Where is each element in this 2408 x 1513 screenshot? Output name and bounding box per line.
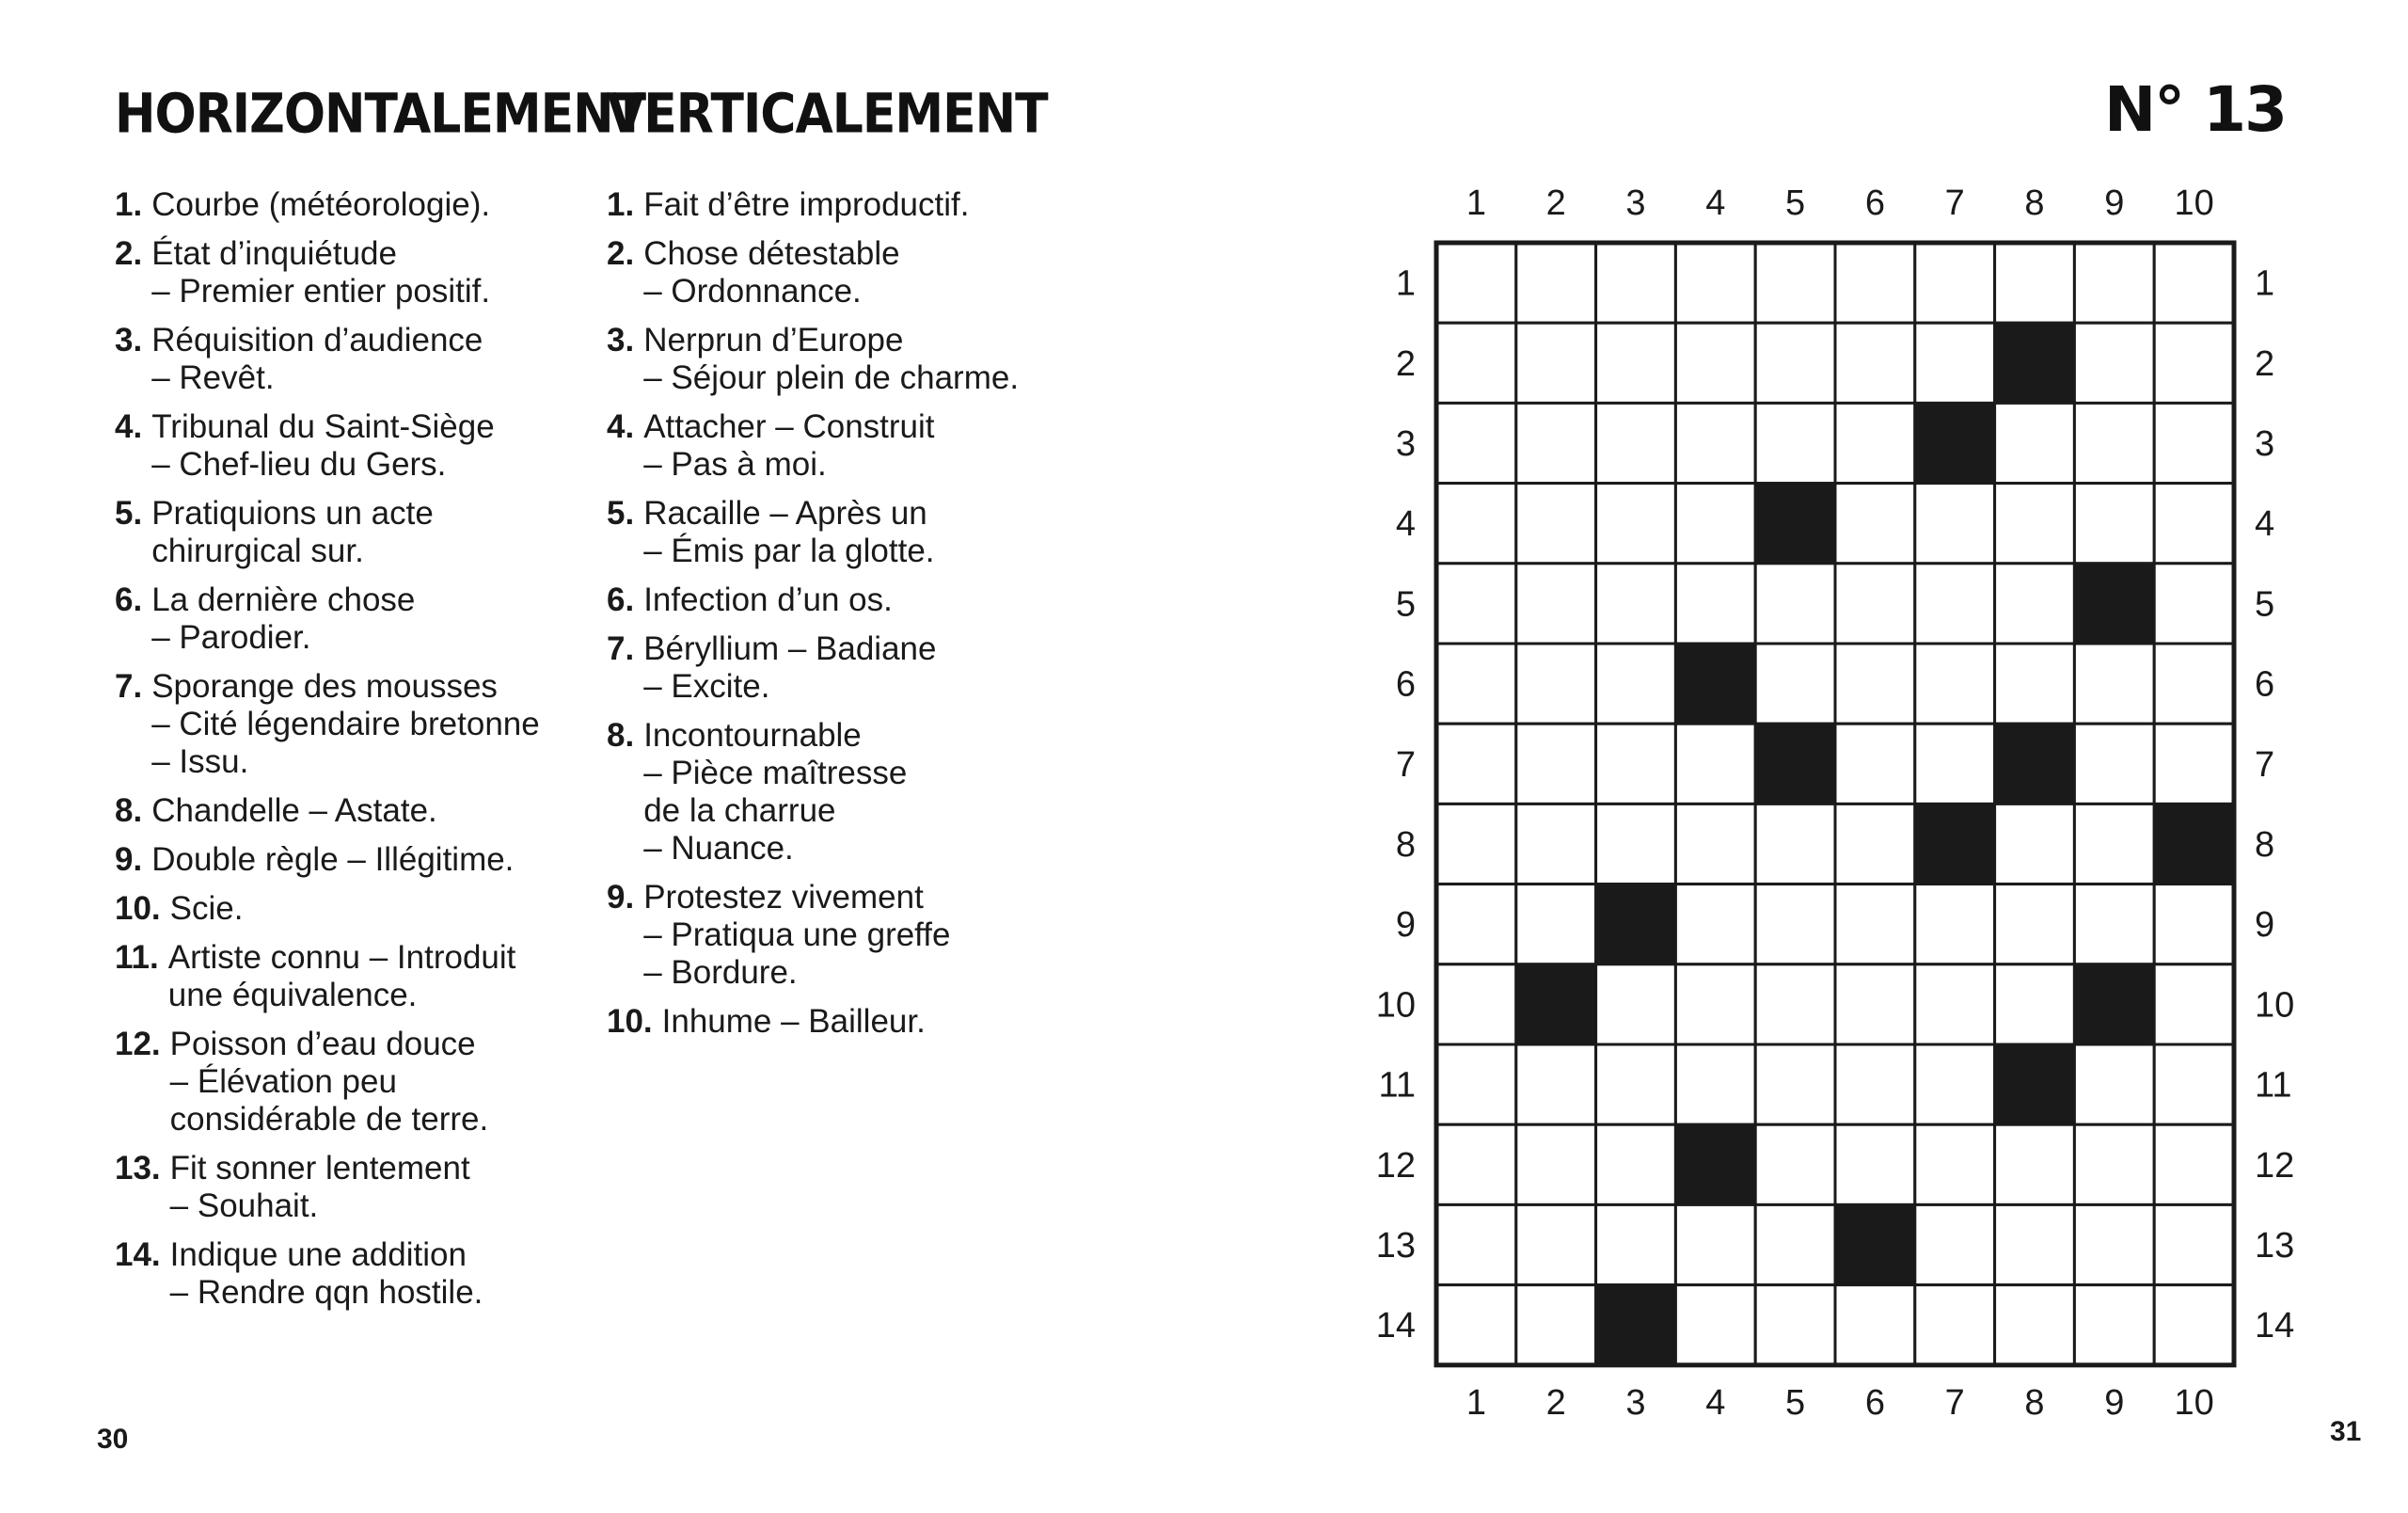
grid-cell[interactable] bbox=[1436, 1204, 1516, 1284]
grid-col-label-top: 4 bbox=[1705, 183, 1726, 223]
grid-cell[interactable] bbox=[1436, 724, 1516, 804]
grid-row-label-left: 7 bbox=[1395, 744, 1416, 785]
grid-col-label-top: 9 bbox=[2104, 183, 2125, 223]
clue-text-line: – Pièce maîtresse bbox=[643, 755, 908, 791]
grid-cell[interactable] bbox=[2074, 1204, 2154, 1284]
grid-cell-black bbox=[1596, 884, 1676, 964]
grid-cell[interactable] bbox=[2154, 1204, 2234, 1284]
grid-cell[interactable] bbox=[2074, 1044, 2154, 1124]
grid-row-label-left: 12 bbox=[1375, 1145, 1416, 1186]
grid-cell[interactable] bbox=[2154, 564, 2234, 644]
grid-col-label-top: 3 bbox=[1625, 183, 1646, 223]
grid-col-label-top: 6 bbox=[1864, 183, 1885, 223]
clue-number: 10. bbox=[115, 890, 161, 927]
grid-row-label-right: 1 bbox=[2255, 263, 2275, 304]
grid-cell[interactable] bbox=[1835, 644, 1915, 724]
grid-cell[interactable] bbox=[2154, 644, 2234, 724]
grid-row-label-left: 2 bbox=[1395, 343, 1416, 384]
grid-cell[interactable] bbox=[1915, 644, 1995, 724]
clue-number: 9. bbox=[115, 841, 143, 878]
grid-row-label-right: 5 bbox=[2255, 584, 2275, 625]
grid-col-label-bottom: 6 bbox=[1864, 1382, 1885, 1423]
clue-text-line: La dernière chose bbox=[151, 581, 416, 618]
grid-row-label-left: 5 bbox=[1395, 584, 1416, 625]
grid-cell[interactable] bbox=[1596, 1204, 1676, 1284]
clue-text-line: – Rendre qqn hostile. bbox=[169, 1274, 483, 1311]
grid-cell[interactable] bbox=[1915, 724, 1995, 804]
grid-row-label-right: 2 bbox=[2255, 343, 2275, 384]
clue-text-line: Inhume – Bailleur. bbox=[661, 1003, 926, 1040]
grid-cell[interactable] bbox=[1596, 1044, 1676, 1124]
grid-cell[interactable] bbox=[1915, 1124, 1995, 1204]
clue-text-line: Chandelle – Astate. bbox=[151, 792, 437, 829]
clue-text-line: – Parodier. bbox=[151, 619, 311, 656]
clue-number: 9. bbox=[607, 879, 635, 916]
clue-number: 3. bbox=[607, 322, 635, 358]
grid-cell[interactable] bbox=[1596, 1124, 1676, 1204]
grid-row-label-left: 9 bbox=[1395, 905, 1416, 946]
grid-cell[interactable] bbox=[1835, 1044, 1915, 1124]
grid-cell[interactable] bbox=[1436, 884, 1516, 964]
clue-text-line: État d’inquiétude bbox=[151, 235, 397, 272]
grid-row-label-right: 6 bbox=[2255, 664, 2275, 705]
grid-cell[interactable] bbox=[1995, 804, 2075, 884]
clue-number: 2. bbox=[115, 235, 143, 272]
grid-row-label-left: 1 bbox=[1395, 263, 1416, 304]
grid-cell[interactable] bbox=[1596, 323, 1676, 403]
grid-cell[interactable] bbox=[1516, 884, 1596, 964]
grid-cell-black bbox=[2074, 964, 2154, 1044]
clue-text-line: de la charrue bbox=[643, 792, 836, 829]
grid-cell[interactable] bbox=[1755, 1204, 1835, 1284]
grid-cell[interactable] bbox=[1516, 484, 1596, 564]
grid-cell[interactable] bbox=[2074, 884, 2154, 964]
grid-cell[interactable] bbox=[1516, 403, 1596, 483]
grid-cell[interactable] bbox=[1755, 1044, 1835, 1124]
grid-cell[interactable] bbox=[1995, 403, 2075, 483]
grid-cell[interactable] bbox=[1516, 323, 1596, 403]
grid-row-label-right: 4 bbox=[2255, 504, 2275, 545]
grid-cell-black bbox=[1596, 1285, 1676, 1365]
clue-text-line: Nerprun d’Europe bbox=[643, 322, 904, 358]
clue-text-line: Fait d’être improductif. bbox=[643, 186, 970, 223]
grid-cell[interactable] bbox=[1436, 1285, 1516, 1365]
grid-cell[interactable] bbox=[1755, 884, 1835, 964]
grid-col-label-top: 10 bbox=[2174, 183, 2214, 223]
clue-number: 4. bbox=[607, 408, 635, 445]
grid-cell[interactable] bbox=[1755, 1124, 1835, 1204]
clue-text-line: Pratiquions un acte bbox=[151, 495, 434, 532]
clue-text-line: chirurgical sur. bbox=[151, 533, 364, 569]
clue-text-line: – Excite. bbox=[643, 668, 770, 705]
grid-cell[interactable] bbox=[1835, 884, 1915, 964]
grid-cell-black bbox=[1516, 964, 1596, 1044]
grid-cell[interactable] bbox=[1596, 403, 1676, 483]
clue-text-line: Réquisition d’audience bbox=[151, 322, 483, 358]
clue-text-line: Protestez vivement bbox=[643, 879, 924, 916]
clue-number: 7. bbox=[607, 630, 635, 667]
grid-row-label-right: 8 bbox=[2255, 825, 2275, 865]
clue-text-line: – Revêt. bbox=[151, 359, 275, 396]
grid-cell[interactable] bbox=[1835, 403, 1915, 483]
grid-cell[interactable] bbox=[1995, 1285, 2075, 1365]
grid-cell-black bbox=[1995, 323, 2075, 403]
clue-text-line: – Chef-lieu du Gers. bbox=[151, 446, 447, 483]
grid-cell[interactable] bbox=[1436, 403, 1516, 483]
heading-horizontal: HORIZONTALEMENT bbox=[115, 83, 646, 147]
grid-cell[interactable] bbox=[1516, 724, 1596, 804]
grid-cell[interactable] bbox=[1835, 724, 1915, 804]
grid-col-label-bottom: 10 bbox=[2174, 1382, 2214, 1423]
page-number-left: 30 bbox=[97, 1424, 129, 1455]
clue-text-line: Courbe (météorologie). bbox=[151, 186, 491, 223]
grid-cell[interactable] bbox=[2154, 724, 2234, 804]
grid-cell-black bbox=[1995, 724, 2075, 804]
grid-cell[interactable] bbox=[1436, 323, 1516, 403]
grid-cell[interactable] bbox=[2074, 484, 2154, 564]
grid-col-label-bottom: 3 bbox=[1625, 1382, 1646, 1423]
grid-cell-black bbox=[1675, 1124, 1755, 1204]
grid-cell-black bbox=[2074, 564, 2154, 644]
grid-cell[interactable] bbox=[2154, 1285, 2234, 1365]
grid-cell[interactable] bbox=[1755, 1285, 1835, 1365]
clue-text-line: – Premier entier positif. bbox=[151, 273, 491, 310]
clue-text-line: – Séjour plein de charme. bbox=[643, 359, 1020, 396]
grid-cell[interactable] bbox=[1675, 724, 1755, 804]
grid-col-label-bottom: 4 bbox=[1705, 1382, 1726, 1423]
grid-col-label-top: 8 bbox=[2024, 183, 2045, 223]
grid-cell[interactable] bbox=[1915, 1285, 1995, 1365]
grid-cell[interactable] bbox=[1755, 243, 1835, 323]
grid-cell-black bbox=[1915, 403, 1995, 483]
grid-cell[interactable] bbox=[1835, 564, 1915, 644]
grid-row-label-right: 14 bbox=[2255, 1306, 2295, 1346]
grid-cell[interactable] bbox=[1596, 243, 1676, 323]
grid-cell-black bbox=[1755, 484, 1835, 564]
grid-col-label-bottom: 7 bbox=[1944, 1382, 1965, 1423]
grid-cell[interactable] bbox=[2154, 964, 2234, 1044]
grid-cell[interactable] bbox=[1755, 644, 1835, 724]
grid-row-label-left: 4 bbox=[1395, 504, 1416, 545]
grid-row-label-right: 11 bbox=[2255, 1065, 2292, 1106]
grid-cell[interactable] bbox=[1755, 804, 1835, 884]
clue-text-line: Attacher – Construit bbox=[643, 408, 935, 445]
grid-cell[interactable] bbox=[2154, 484, 2234, 564]
grid-cell[interactable] bbox=[2074, 323, 2154, 403]
grid-cell[interactable] bbox=[1596, 484, 1676, 564]
grid-col-label-top: 2 bbox=[1545, 183, 1566, 223]
grid-cell[interactable] bbox=[1835, 1124, 1915, 1204]
grid-cell[interactable] bbox=[1436, 1044, 1516, 1124]
clue-text-line: – Cité légendaire bretonne bbox=[151, 706, 540, 742]
clue-text-line: – Émis par la glotte. bbox=[643, 533, 935, 569]
grid-cell[interactable] bbox=[1675, 323, 1755, 403]
grid-cell[interactable] bbox=[2154, 884, 2234, 964]
grid-col-label-bottom: 2 bbox=[1545, 1382, 1566, 1423]
clue-text-line: – Élévation peu bbox=[169, 1063, 397, 1100]
grid-col-label-bottom: 1 bbox=[1465, 1382, 1486, 1423]
grid-cell[interactable] bbox=[1516, 1044, 1596, 1124]
grid-cell[interactable] bbox=[1915, 484, 1995, 564]
grid-cell[interactable] bbox=[1516, 644, 1596, 724]
grid-cell[interactable] bbox=[1675, 964, 1755, 1044]
grid-cell[interactable] bbox=[1516, 1285, 1596, 1365]
grid-cell[interactable] bbox=[1516, 243, 1596, 323]
grid-row-label-right: 3 bbox=[2255, 424, 2275, 464]
grid-cell[interactable] bbox=[1436, 644, 1516, 724]
grid-cell[interactable] bbox=[1995, 243, 2075, 323]
grid-cell[interactable] bbox=[1915, 884, 1995, 964]
clue-text-line: Artiste connu – Introduit bbox=[167, 939, 516, 976]
grid-cell[interactable] bbox=[1596, 964, 1676, 1044]
page-number-right: 31 bbox=[2330, 1416, 2362, 1447]
grid-cell[interactable] bbox=[1675, 1204, 1755, 1284]
grid-row-label-left: 8 bbox=[1395, 825, 1416, 865]
grid-col-label-bottom: 5 bbox=[1785, 1382, 1806, 1423]
grid-cell[interactable] bbox=[2154, 403, 2234, 483]
grid-row-label-right: 9 bbox=[2255, 905, 2275, 946]
grid-cell[interactable] bbox=[1516, 1204, 1596, 1284]
clue-text-line: – Nuance. bbox=[643, 830, 794, 867]
grid-cell[interactable] bbox=[1675, 403, 1755, 483]
grid-cell[interactable] bbox=[1995, 644, 2075, 724]
grid-cell[interactable] bbox=[1835, 1285, 1915, 1365]
grid-cell[interactable] bbox=[1835, 243, 1915, 323]
grid-cell[interactable] bbox=[1675, 484, 1755, 564]
grid-cell[interactable] bbox=[1995, 564, 2075, 644]
grid-cell[interactable] bbox=[1995, 1204, 2075, 1284]
grid-cell[interactable] bbox=[1915, 1044, 1995, 1124]
clue-text-line: Sporange des mousses bbox=[151, 668, 498, 705]
grid-cell[interactable] bbox=[1915, 1204, 1995, 1284]
grid-cell[interactable] bbox=[1835, 323, 1915, 403]
grid-cell[interactable] bbox=[1675, 564, 1755, 644]
grid-row-label-left: 14 bbox=[1375, 1306, 1416, 1346]
grid-cell[interactable] bbox=[1516, 564, 1596, 644]
clue-text-line: Racaille – Après un bbox=[643, 495, 927, 532]
grid-cell[interactable] bbox=[1596, 644, 1676, 724]
clue-number: 14. bbox=[115, 1236, 161, 1273]
grid-cell-black bbox=[1755, 724, 1835, 804]
clue-text-line: – Pratiqua une greffe bbox=[643, 916, 951, 953]
clue-text-line: – Souhait. bbox=[169, 1187, 319, 1224]
grid-cell[interactable] bbox=[1755, 964, 1835, 1044]
grid-cell[interactable] bbox=[1436, 804, 1516, 884]
grid-row-label-right: 7 bbox=[2255, 744, 2275, 785]
grid-cell[interactable] bbox=[1596, 564, 1676, 644]
grid-cell-black bbox=[1915, 804, 1995, 884]
grid-cell-black bbox=[2154, 804, 2234, 884]
clue-text-line: – Issu. bbox=[151, 743, 249, 780]
clue-text-line: – Pas à moi. bbox=[643, 446, 827, 483]
clue-text-line: Indique une addition bbox=[169, 1236, 467, 1273]
grid-cell[interactable] bbox=[1755, 403, 1835, 483]
puzzle-number: N° 13 bbox=[2103, 73, 2286, 146]
grid-cell[interactable] bbox=[2154, 1124, 2234, 1204]
clue-number: 3. bbox=[115, 322, 143, 358]
grid-cell[interactable] bbox=[1995, 1124, 2075, 1204]
grid-cell[interactable] bbox=[2154, 243, 2234, 323]
clue-number: 8. bbox=[607, 717, 635, 754]
grid-col-label-bottom: 9 bbox=[2104, 1382, 2125, 1423]
clue-text-line: Fit sonner lentement bbox=[169, 1150, 470, 1187]
grid-row-label-left: 6 bbox=[1395, 664, 1416, 705]
clue-text-line: Chose détestable bbox=[643, 235, 900, 272]
clue-text-line: Poisson d’eau douce bbox=[169, 1026, 476, 1062]
clue-number: 10. bbox=[607, 1003, 653, 1040]
grid-cell[interactable] bbox=[1835, 804, 1915, 884]
grid-cell[interactable] bbox=[1915, 564, 1995, 644]
grid-cell[interactable] bbox=[2074, 403, 2154, 483]
grid-cell[interactable] bbox=[1915, 323, 1995, 403]
grid-col-label-top: 5 bbox=[1785, 183, 1806, 223]
grid-cell[interactable] bbox=[1835, 964, 1915, 1044]
clue-number: 2. bbox=[607, 235, 635, 272]
clue-number: 6. bbox=[115, 581, 143, 618]
grid-row-label-left: 10 bbox=[1375, 985, 1416, 1026]
grid-cell[interactable] bbox=[1675, 243, 1755, 323]
grid-col-label-top: 7 bbox=[1944, 183, 1965, 223]
clue-number: 5. bbox=[115, 495, 143, 532]
clue-number: 8. bbox=[115, 792, 143, 829]
clue-text-line: – Ordonnance. bbox=[643, 273, 862, 310]
grid-cell[interactable] bbox=[2074, 804, 2154, 884]
grid-cell[interactable] bbox=[1675, 804, 1755, 884]
grid-cell-black bbox=[1675, 644, 1755, 724]
clue-text-line: Tribunal du Saint-Siège bbox=[151, 408, 495, 445]
grid-cell[interactable] bbox=[1516, 804, 1596, 884]
clue-number: 13. bbox=[115, 1150, 161, 1187]
clue-text-line: Béryllium – Badiane bbox=[643, 630, 937, 667]
grid-cell[interactable] bbox=[1436, 964, 1516, 1044]
clue-number: 1. bbox=[607, 186, 635, 223]
grid-row-label-left: 11 bbox=[1378, 1065, 1416, 1106]
grid-cell[interactable] bbox=[1675, 1044, 1755, 1124]
grid-cell-black bbox=[1995, 1044, 2075, 1124]
clue-number: 12. bbox=[115, 1026, 161, 1062]
grid-cell[interactable] bbox=[1835, 484, 1915, 564]
grid-col-label-bottom: 8 bbox=[2024, 1382, 2045, 1423]
grid-cell[interactable] bbox=[1995, 884, 2075, 964]
grid-row-label-right: 12 bbox=[2255, 1145, 2295, 1186]
grid-cell[interactable] bbox=[1436, 484, 1516, 564]
grid-cell[interactable] bbox=[1995, 964, 2075, 1044]
grid-cell[interactable] bbox=[2074, 644, 2154, 724]
grid-cell[interactable] bbox=[1596, 804, 1676, 884]
grid-cell[interactable] bbox=[1755, 323, 1835, 403]
grid-cell[interactable] bbox=[1995, 484, 2075, 564]
grid-cell[interactable] bbox=[1436, 243, 1516, 323]
grid-cell[interactable] bbox=[1516, 1124, 1596, 1204]
grid-cell[interactable] bbox=[1675, 884, 1755, 964]
clue-text-line: Incontournable bbox=[643, 717, 862, 754]
grid-cell[interactable] bbox=[1436, 564, 1516, 644]
clue-text-line: Double règle – Illégitime. bbox=[151, 841, 515, 878]
grid-cell[interactable] bbox=[1596, 724, 1676, 804]
grid-cell-black bbox=[1835, 1204, 1915, 1284]
grid-cell[interactable] bbox=[2154, 1044, 2234, 1124]
grid-cell[interactable] bbox=[2074, 724, 2154, 804]
grid-row-label-right: 13 bbox=[2255, 1226, 2295, 1266]
grid-cell[interactable] bbox=[2074, 1124, 2154, 1204]
clue-number: 6. bbox=[607, 581, 635, 618]
grid-cell[interactable] bbox=[1675, 1285, 1755, 1365]
clue-text-line: une équivalence. bbox=[167, 977, 418, 1013]
grid-row-label-left: 3 bbox=[1395, 424, 1416, 464]
clue-text-line: considérable de terre. bbox=[169, 1101, 489, 1138]
clue-number: 4. bbox=[115, 408, 143, 445]
clue-text-line: Scie. bbox=[169, 890, 244, 927]
grid-row-label-left: 13 bbox=[1375, 1226, 1416, 1266]
grid-cell[interactable] bbox=[1755, 564, 1835, 644]
grid-cell[interactable] bbox=[2154, 323, 2234, 403]
grid-row-label-right: 10 bbox=[2255, 985, 2295, 1026]
grid-col-label-top: 1 bbox=[1465, 183, 1486, 223]
grid-cell[interactable] bbox=[2074, 243, 2154, 323]
clue-number: 7. bbox=[115, 668, 143, 705]
grid-cell[interactable] bbox=[1436, 1124, 1516, 1204]
clue-number: 11. bbox=[115, 939, 159, 976]
clue-number: 1. bbox=[115, 186, 143, 223]
grid-cell[interactable] bbox=[1915, 964, 1995, 1044]
heading-vertical: VERTICALEMENT bbox=[607, 83, 1048, 147]
clue-text-line: – Bordure. bbox=[643, 954, 798, 991]
clue-text-line: Infection d’un os. bbox=[643, 581, 893, 618]
grid-cell[interactable] bbox=[2074, 1285, 2154, 1365]
grid-cell[interactable] bbox=[1915, 243, 1995, 323]
clue-number: 5. bbox=[607, 495, 635, 532]
